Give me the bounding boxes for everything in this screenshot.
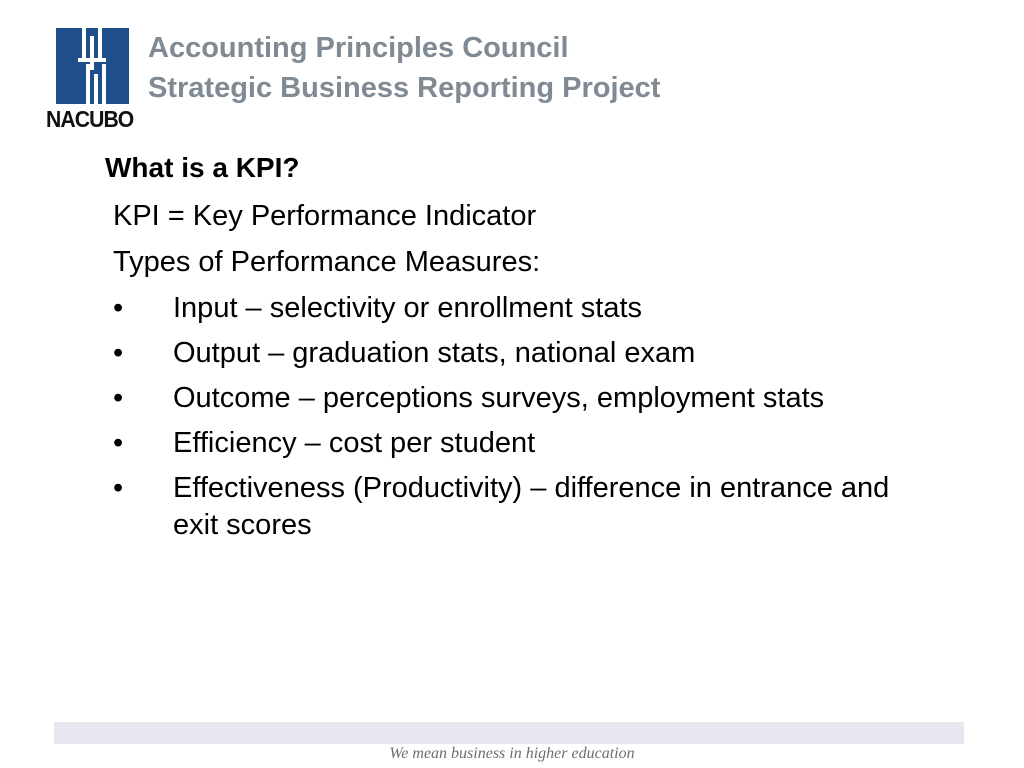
bullet-text: Effectiveness (Productivity) – difference in entrance and exit scores (173, 472, 890, 541)
nacubo-wordmark: NACUBO (46, 106, 134, 132)
nacubo-logo (46, 28, 140, 136)
bullet-item (113, 335, 893, 372)
bullet-list (113, 290, 903, 544)
bullet-icon: • (113, 337, 124, 369)
bullet-text: Outcome – perceptions surveys, employment stats (173, 382, 825, 414)
bullet-icon: • (113, 292, 124, 324)
bullet-text: Output – graduation stats, national exam (173, 337, 696, 369)
bullet-item (113, 380, 893, 417)
nacubo-logo-mark-icon (56, 28, 129, 104)
header-title (148, 28, 660, 108)
bullet-item (113, 470, 893, 544)
slide-body (113, 198, 903, 552)
footer-bar (54, 722, 964, 744)
intro-line: Types of Performance Measures: (113, 246, 541, 278)
intro-line: KPI = Key Performance Indicator (113, 200, 537, 232)
footer-tagline: We mean business in higher education (389, 745, 635, 762)
bullet-item (113, 290, 893, 327)
bullet-icon: • (113, 472, 124, 504)
bullet-icon: • (113, 427, 124, 459)
slide-title: What is a KPI? (105, 152, 300, 183)
header-title-line-1: Accounting Principles Council (148, 32, 569, 64)
bullet-text: Input – selectivity or enrollment stats (173, 292, 643, 324)
bullet-item (113, 425, 893, 462)
bullet-icon: • (113, 382, 124, 414)
bullet-text: Efficiency – cost per student (173, 427, 536, 459)
header-title-line-2: Strategic Business Reporting Project (148, 72, 661, 104)
